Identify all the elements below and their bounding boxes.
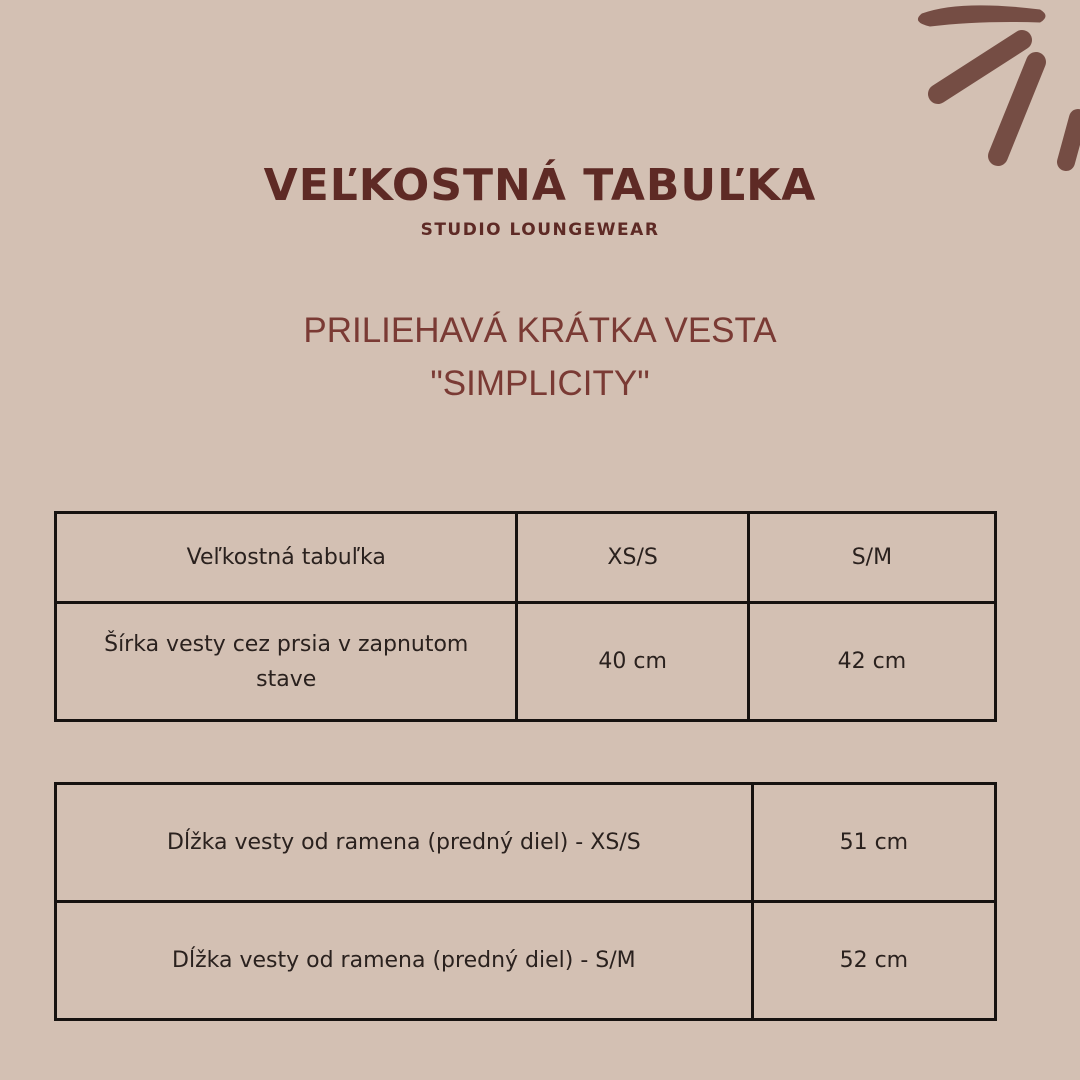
value-xs-s: 40 cm <box>517 603 748 721</box>
header-cell-label: Veľkostná tabuľka <box>56 513 517 603</box>
brand-subtitle: STUDIO LOUNGEWEAR <box>420 220 660 240</box>
header-cell-s-m: S/M <box>748 513 995 603</box>
size-chart-table <box>54 511 997 722</box>
length-table <box>54 782 997 1021</box>
product-title <box>0 304 1080 410</box>
value-s-m: 42 cm <box>748 603 995 721</box>
page-title: VEĽKOSTNÁ TABUĽKA <box>263 160 817 211</box>
row-label-chest-width: Šírka vesty cez prsia v zapnutom stave <box>56 603 517 721</box>
product-title-line-1: PRILIEHAVÁ KRÁTKA VESTA <box>303 311 777 350</box>
table-header-row <box>56 513 996 603</box>
row-label-length-s-m: Dĺžka vesty od ramena (predný diel) - S/M <box>56 902 753 1020</box>
value-length-xs-s: 51 cm <box>752 784 995 902</box>
value-length-s-m: 52 cm <box>752 902 995 1020</box>
table-row <box>56 784 996 902</box>
header-cell-xs-s: XS/S <box>517 513 748 603</box>
table-row <box>56 603 996 721</box>
product-title-line-2: "SIMPLICITY" <box>430 364 650 403</box>
row-label-length-xs-s: Dĺžka vesty od ramena (predný diel) - XS/S <box>56 784 753 902</box>
table-row <box>56 902 996 1020</box>
